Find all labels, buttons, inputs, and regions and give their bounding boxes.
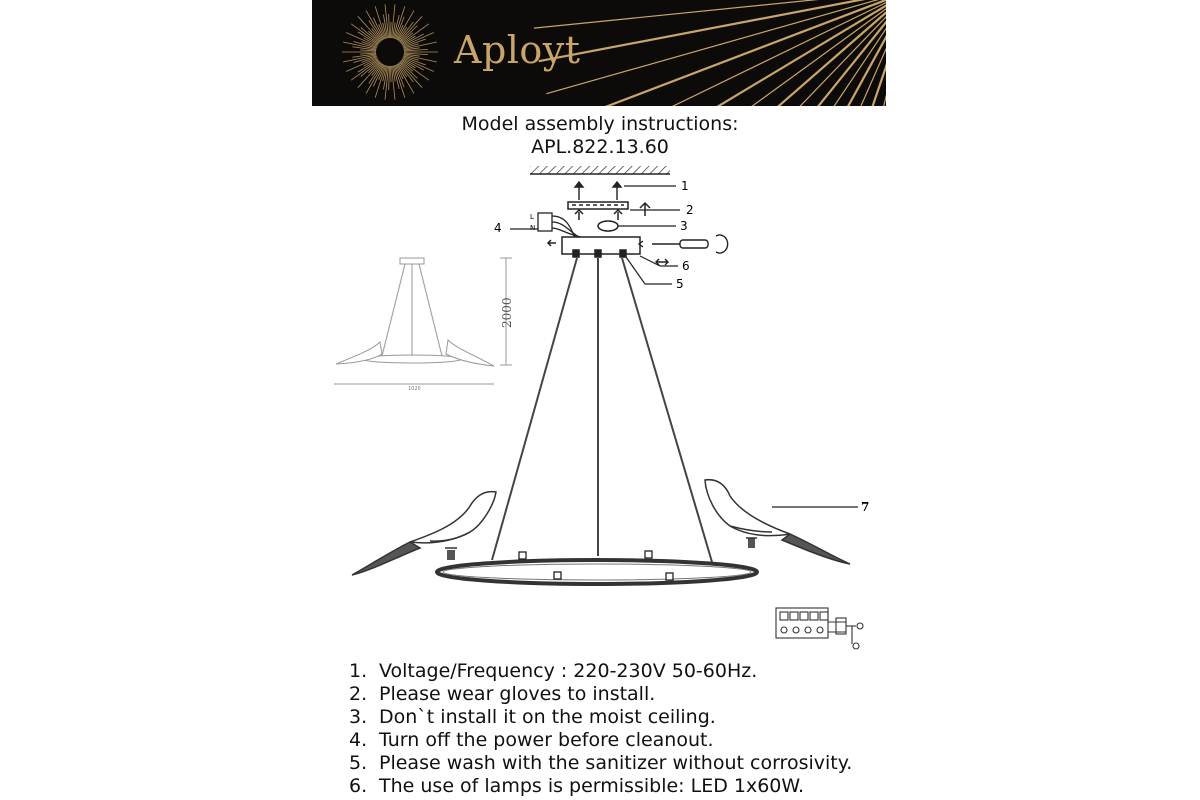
instruction-text: Don`t install it on the moist ceiling.	[379, 706, 716, 728]
instruction-number: 5.	[349, 752, 368, 774]
instruction-list	[349, 660, 852, 798]
overview-drawing	[334, 258, 512, 384]
instruction-number: 2.	[349, 683, 368, 705]
instruction-text: The use of lamps is permissible: LED 1x60W.	[379, 775, 805, 797]
callout-5: 5	[676, 277, 684, 291]
instruction-text: Voltage/Frequency : 220-230V 50-60Hz.	[379, 660, 758, 682]
overview-width-label: 1020	[408, 386, 421, 392]
callout-3: 3	[680, 219, 688, 233]
instruction-text: Please wear gloves to install.	[379, 683, 656, 705]
ceiling-hatch	[530, 166, 670, 174]
canopy	[548, 237, 640, 257]
callout-2: 2	[686, 203, 694, 217]
overview-height-label: 2000	[500, 297, 514, 328]
mounting-bracket	[568, 202, 650, 231]
title-text: Model assembly instructions:	[461, 113, 739, 135]
instruction-text: Turn off the power before cleanout.	[379, 729, 714, 751]
instruction-item	[349, 706, 852, 729]
wire-label-n: N	[530, 224, 536, 232]
instruction-number: 6.	[349, 775, 368, 797]
wire-terminal	[538, 213, 585, 238]
instruction-text: Please wash with the sanitizer without corrosivity.	[379, 752, 853, 774]
instruction-number: 3.	[349, 706, 368, 728]
callout-6: 6	[682, 259, 690, 273]
callout-4: 4	[494, 221, 502, 235]
wire-label-l: L	[530, 213, 534, 221]
instruction-number: 1.	[349, 660, 368, 682]
callout-7: 7	[861, 500, 870, 514]
suspension-cables	[492, 258, 712, 562]
ceiling-anchors	[575, 182, 621, 200]
instruction-number: 4.	[349, 729, 368, 751]
instruction-item	[349, 683, 852, 706]
wiring-schematic	[776, 608, 863, 649]
right-bird-shade	[705, 480, 850, 564]
model-code: APL.822.13.60	[531, 136, 669, 158]
instruction-item	[349, 660, 852, 683]
instruction-item	[349, 729, 852, 752]
instruction-item	[349, 752, 852, 775]
brand-logo: Aployt	[454, 28, 581, 72]
callout-1: 1	[681, 179, 689, 193]
callout-leaders	[510, 186, 858, 507]
instruction-item	[349, 775, 852, 798]
